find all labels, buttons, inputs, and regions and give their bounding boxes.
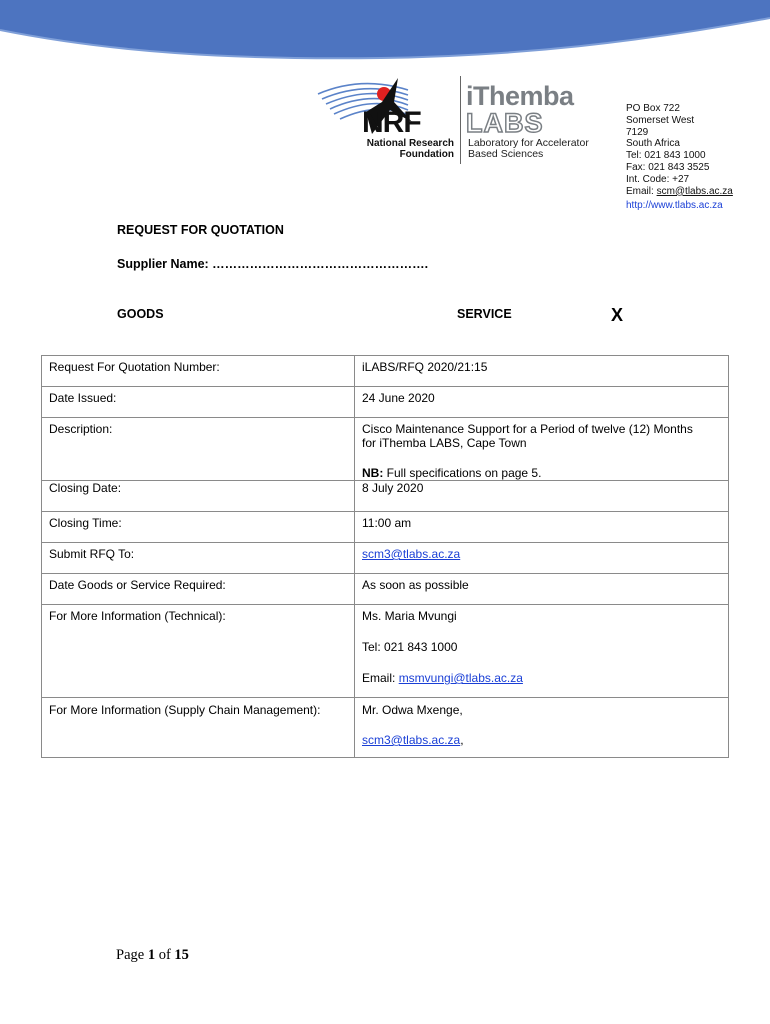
- nrf-ithemba-logo: [316, 72, 608, 166]
- po-box: PO Box 722: [626, 103, 680, 114]
- submit-email-link[interactable]: scm3@tlabs.ac.za: [362, 547, 461, 561]
- page-number-footer: [116, 947, 189, 964]
- town: Somerset West: [626, 114, 695, 126]
- row-label: Description:: [42, 418, 355, 481]
- row-label: Request For Quotation Number:: [42, 356, 355, 387]
- row-label: Date Issued:: [42, 387, 355, 418]
- scm-contact-cell: [355, 698, 729, 758]
- supplier-name-line: [117, 257, 428, 271]
- table-row: [42, 481, 729, 512]
- description-note: [362, 466, 708, 480]
- rfq-number-value: iLABS/RFQ 2020/21:15: [355, 356, 729, 387]
- ithemba-wordmark: iThemba: [466, 81, 574, 111]
- closing-date-value: 8 July 2020: [355, 481, 729, 512]
- technical-contact-tel: Tel: 021 843 1000: [362, 640, 458, 654]
- email-label: Email:: [626, 185, 654, 197]
- row-label: Closing Time:: [42, 512, 355, 543]
- closing-time-value: 11:00 am: [355, 512, 729, 543]
- fax: Fax: 021 843 3525: [626, 161, 710, 173]
- nrf-full-name: National Research Foundation: [366, 138, 454, 160]
- technical-email-link[interactable]: msmvungi@tlabs.ac.za: [398, 671, 523, 685]
- email-line: [626, 186, 733, 198]
- website-link[interactable]: http://www.tlabs.ac.za: [626, 200, 723, 212]
- supplier-value: …………………………………………….: [212, 257, 429, 271]
- table-row: [42, 698, 729, 758]
- table-row: [42, 356, 729, 387]
- page-word: Page: [116, 947, 145, 963]
- rfq-details-table: [41, 355, 729, 758]
- total-pages: 15: [174, 947, 189, 963]
- nb-text: Full specifications on page 5.: [386, 466, 542, 480]
- supplier-label: Supplier Name:: [117, 257, 209, 271]
- date-issued-value: 24 June 2020: [355, 387, 729, 418]
- row-label: Closing Date:: [42, 481, 355, 512]
- scm-email-link[interactable]: scm3@tlabs.ac.za: [362, 733, 461, 747]
- submit-to-cell: [355, 543, 729, 574]
- scm-email-suffix: ,: [460, 733, 464, 747]
- technical-email-label: Email:: [362, 671, 396, 685]
- nrf-wordmark: NRF: [362, 106, 421, 139]
- country: South Africa: [626, 138, 680, 150]
- address-block: [626, 103, 733, 212]
- table-row: [42, 543, 729, 574]
- lab-subtitle-line-2: Based Sciences: [468, 148, 544, 160]
- telephone: Tel: 021 843 1000: [626, 150, 706, 162]
- nb-label: NB:: [362, 466, 384, 480]
- technical-contact-email-line: [362, 671, 728, 685]
- table-row: [42, 387, 729, 418]
- current-page: 1: [147, 947, 156, 963]
- lab-subtitle: [468, 138, 589, 160]
- technical-contact-cell: [355, 605, 729, 698]
- table-row: [42, 512, 729, 543]
- service-label: SERVICE: [457, 307, 512, 321]
- postal-code: 7129: [626, 126, 649, 138]
- row-label: Date Goods or Service Required:: [42, 574, 355, 605]
- logo-divider: [460, 76, 461, 164]
- row-label: Submit RFQ To:: [42, 543, 355, 574]
- scm-contact-email-line: [362, 733, 728, 747]
- table-row: [42, 418, 729, 481]
- of-word: of: [158, 947, 171, 963]
- goods-label: GOODS: [117, 307, 164, 321]
- technical-contact-name: Ms. Maria Mvungi: [362, 609, 457, 623]
- description-value: Cisco Maintenance Support for a Period of twelve (12) Months for iThemba LABS, Cape Town: [362, 422, 693, 450]
- int-code: Int. Code: +27: [626, 173, 690, 185]
- description-cell: [355, 418, 729, 481]
- date-required-value: As soon as possible: [355, 574, 729, 605]
- table-row: [42, 574, 729, 605]
- labs-wordmark: LABS: [466, 108, 544, 138]
- lab-subtitle-line-1: Laboratory for Accelerator: [468, 137, 589, 149]
- document-title: REQUEST FOR QUOTATION: [117, 223, 284, 237]
- row-label: For More Information (Technical):: [42, 605, 355, 698]
- email-link[interactable]: scm@tlabs.ac.za: [656, 185, 733, 197]
- row-label: For More Information (Supply Chain Management):: [42, 698, 355, 758]
- table-row: [42, 605, 729, 698]
- service-selected-mark: X: [611, 305, 624, 325]
- scm-contact-name: Mr. Odwa Mxenge,: [362, 703, 463, 717]
